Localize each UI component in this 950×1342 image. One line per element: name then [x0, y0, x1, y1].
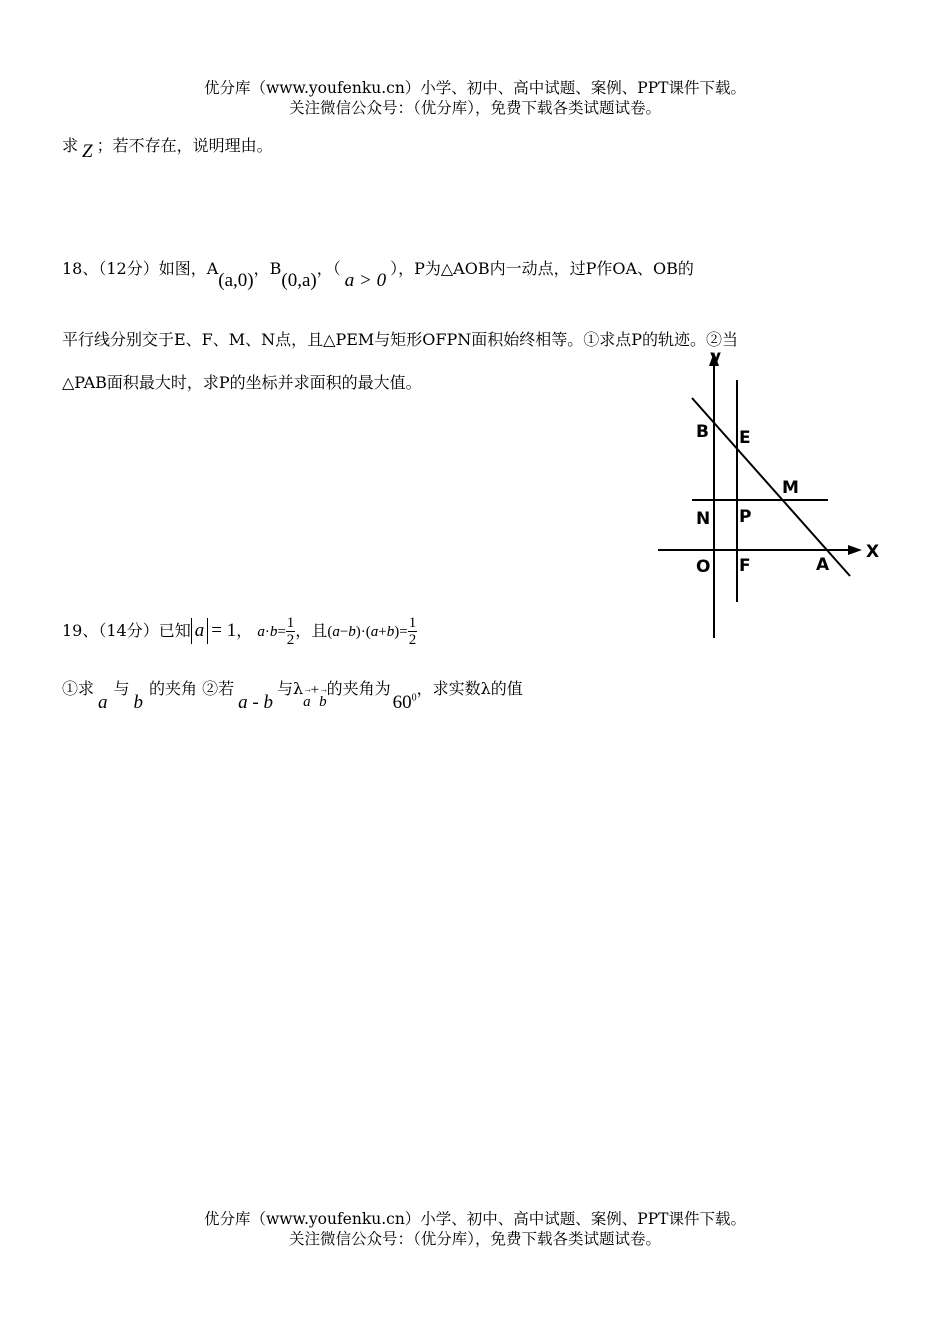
label-x: X	[866, 542, 880, 562]
label-n: N	[696, 509, 711, 529]
q19-l2-degree	[393, 692, 417, 713]
q19-line-1	[62, 615, 417, 648]
footer-line-2: 关注微信公众号：（优分库），免费下载各类试题试卷。	[288, 1230, 661, 1248]
label-e: E	[739, 428, 751, 448]
label-b: B	[696, 422, 709, 442]
q19-l2-with: 与	[113, 679, 130, 698]
label-o: O	[696, 557, 711, 577]
q18-number: 18、	[62, 259, 99, 278]
q17-tail	[62, 133, 273, 162]
q19-l2-angle2: 的夹角为	[326, 679, 391, 698]
x-axis-arrow	[848, 545, 862, 555]
header-line-1: 优分库（www.youfenku.cn）小学、初中、高中试题、案例、PPT课件下载。	[203, 79, 747, 97]
header-line-2: 关注微信公众号：（优分库），免费下载各类试题试卷。	[288, 99, 661, 117]
q19-l2-deg: 60	[392, 692, 412, 713]
q19-l2-angle: 的夹角 ②若	[149, 679, 235, 698]
q19-comma1: ，	[236, 621, 253, 640]
q19-dot-b: → b	[270, 624, 278, 640]
q18-figure	[650, 340, 890, 645]
q19-frac-1-num: 1	[286, 615, 295, 631]
label-y: y	[710, 347, 722, 367]
q19-dot: ·	[264, 624, 270, 640]
q19-l2-p1: ①求	[62, 679, 95, 698]
q18-sep1: ，B	[253, 259, 282, 278]
q19-p-a: → a	[371, 624, 379, 640]
q19-l2-va: → a	[303, 694, 311, 710]
q19-l2-plus: +	[310, 682, 320, 698]
q19-l2-vb: → b	[319, 694, 327, 710]
q19-l2-a-minus-b: a - b	[238, 692, 273, 713]
q19-mid: )·(	[355, 624, 371, 640]
q19-frac-1-den: 2	[286, 632, 295, 648]
q19-minus: −	[339, 624, 349, 640]
q18-sep2: ，（	[316, 259, 341, 278]
q19-line-2	[62, 676, 523, 713]
q18-line-3: △PAB面积最大时，求P的坐标并求面积的最大值。	[62, 373, 422, 392]
q19-lp1: (	[327, 624, 333, 640]
q18-score: （12分）如图，A	[98, 259, 219, 278]
footer-line-1: 优分库（www.youfenku.cn）小学、初中、高中试题、案例、PPT课件下载。	[203, 1210, 747, 1228]
q19-frac-1	[286, 615, 296, 648]
q19-l2-sup: 0	[411, 692, 417, 704]
q18-rest1: ），P为△AOB内一动点，过P作OA、OB的	[390, 259, 694, 278]
q19-l2-end: ，求实数λ的值	[416, 679, 523, 698]
q18-line-1	[62, 256, 694, 291]
q19-frac-2-den: 2	[408, 632, 417, 648]
q17-pre: 求	[62, 136, 79, 155]
q19-frac-2-num: 1	[408, 615, 417, 631]
q19-abs-a: a	[191, 618, 209, 644]
q19-frac-2	[408, 615, 418, 648]
q18-condition: a > 0	[344, 270, 387, 291]
q19-eq2: =	[277, 624, 286, 640]
q19-dot-a: → a	[257, 624, 265, 640]
q18-point-b-coord: (0,a)	[281, 270, 317, 291]
label-p: P	[739, 507, 752, 527]
q17-post: ；若不存在，说明理由。	[96, 136, 273, 155]
q19-p-b: → b	[387, 624, 395, 640]
q18-point-a-coord: (a,0)	[218, 270, 254, 291]
q19-rp: )=	[394, 624, 408, 640]
q17-var-z: Z	[82, 141, 93, 162]
q19-eq1: = 1	[211, 620, 237, 641]
q19-plus: +	[378, 624, 387, 640]
label-f: F	[739, 556, 751, 576]
q18-line-2: 平行线分别交于E、F、M、N点，且△PEM与矩形OFPN面积始终相等。①求点P的轨迹。②当	[62, 330, 739, 349]
q19-l2-b: b	[133, 692, 144, 713]
q19-l2-a: a	[98, 692, 108, 713]
q19-comma2: ，且	[295, 621, 328, 640]
label-m: M	[782, 478, 799, 498]
q19-m-b: → b	[348, 624, 356, 640]
q19-m-a: → a	[332, 624, 340, 640]
q19-number: 19、	[62, 621, 99, 640]
label-a: A	[816, 555, 830, 575]
q19-score: （14分）已知	[98, 621, 191, 640]
q19-l2-with2: 与λ	[276, 679, 304, 698]
